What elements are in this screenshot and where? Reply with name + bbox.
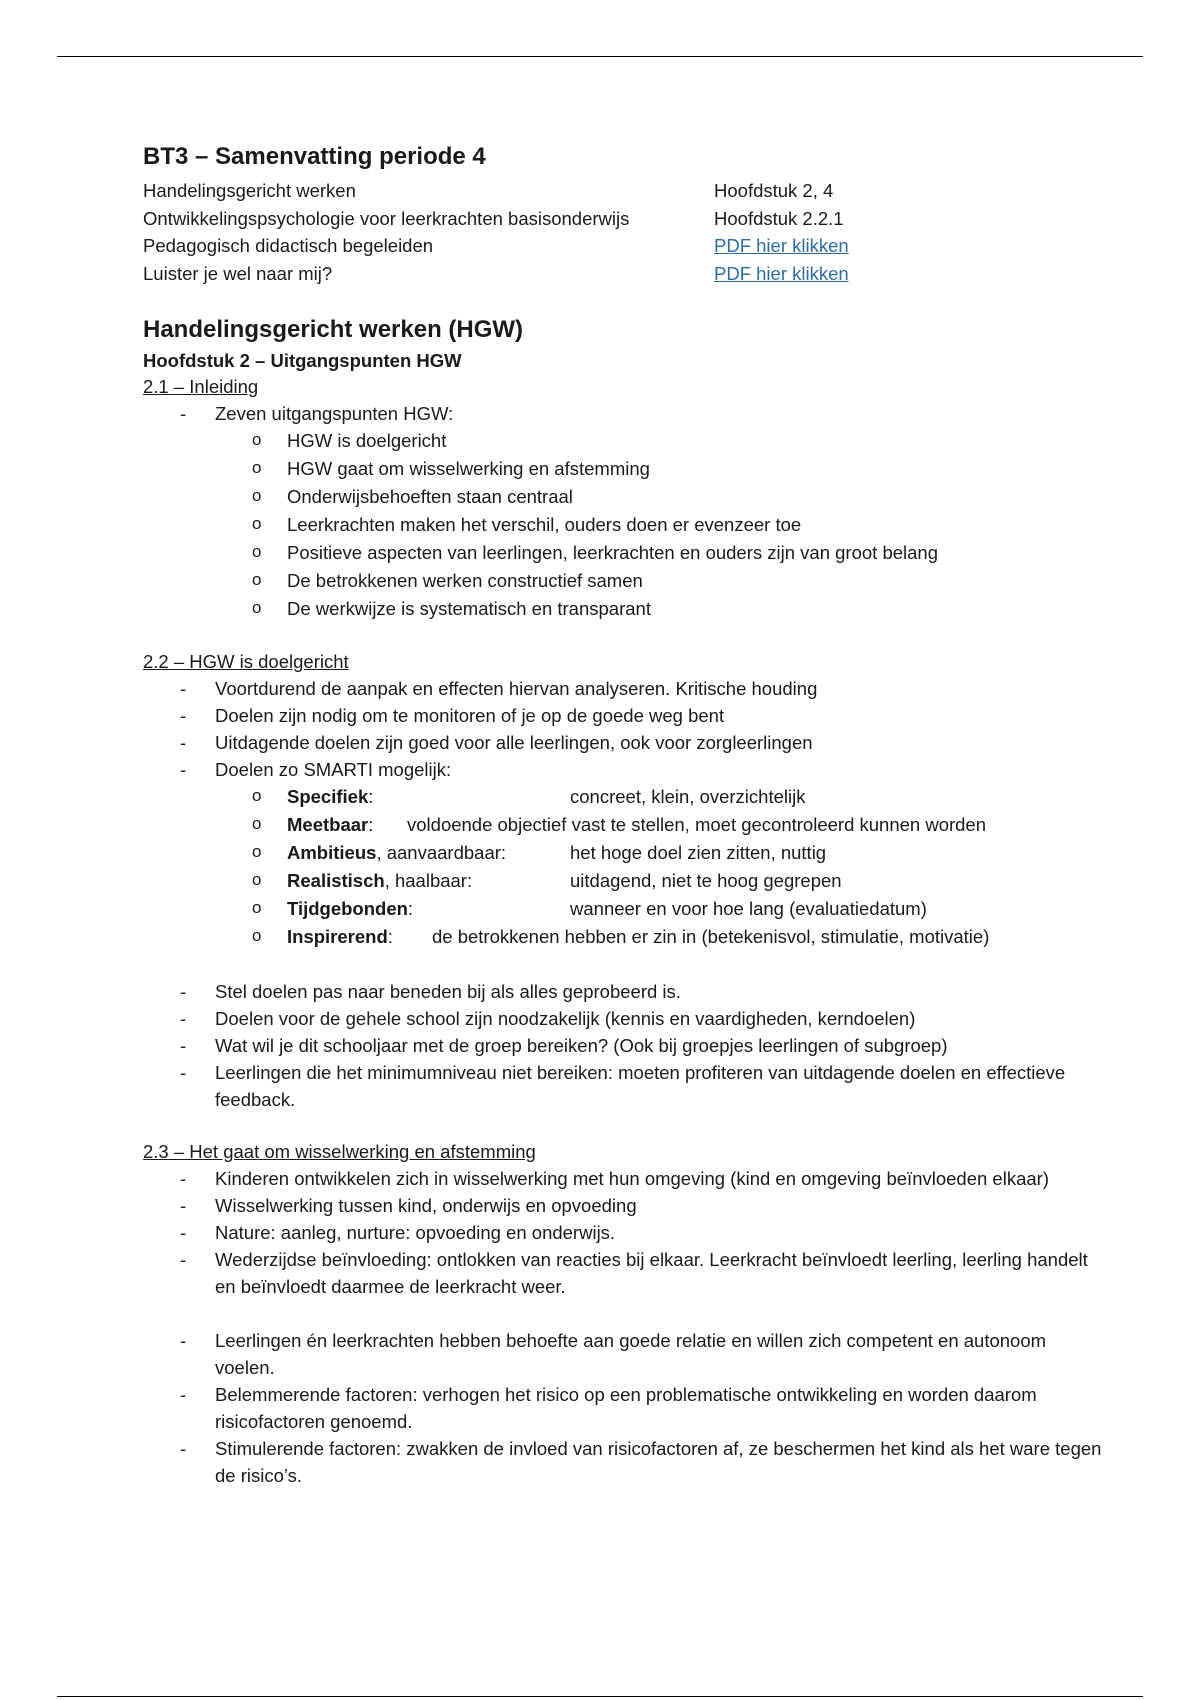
bottom-rule — [57, 1696, 1143, 1697]
section-title: Handelingsgericht werken (HGW) — [143, 316, 524, 343]
smarti-description: het hoge doel zien zitten, nuttig — [570, 842, 827, 863]
toc-row — [143, 260, 1103, 288]
list-item: - Belemmerende factoren: verhogen het risico op een problematische ontwikkeling en worden daarom risicofactoren genoemd. — [215, 1381, 1103, 1435]
list-item — [215, 756, 1103, 951]
top-rule — [57, 56, 1143, 57]
list-item: - Uitdagende doelen zijn goed voor alle leerlingen, ook voor zorgleerlingen — [215, 729, 1103, 756]
smarti-term: Realistisch — [287, 870, 385, 891]
toc-subject: Ontwikkelingspsychologie voor leerkrachten basisonderwijs — [143, 207, 630, 229]
sub-list-item: o HGW is doelgericht — [287, 427, 1103, 455]
list-item: - Stel doelen pas naar beneden bij als alles geprobeerd is. — [215, 978, 1103, 1005]
toc-row — [143, 232, 1103, 260]
toc-table — [143, 177, 1103, 287]
list-item: - Leerlingen én leerkrachten hebben behoefte aan goede relatie en willen zich competent en autonoom voelen. — [215, 1327, 1103, 1381]
toc-reference: Hoofdstuk 2.2.1 — [714, 207, 844, 229]
toc-reference: Hoofdstuk 2, 4 — [714, 180, 834, 201]
toc-subject: Handelingsgericht werken — [143, 180, 356, 201]
bullet-list — [143, 675, 1103, 951]
smarti-term-suffix: : — [368, 786, 374, 807]
list-item: - Wisselwerking tussen kind, onderwijs en opvoeding — [215, 1192, 1103, 1219]
smarti-item — [287, 923, 1103, 951]
list-item: - Kinderen ontwikkelen zich in wisselwerking met hun omgeving (kind en omgeving beïnvloeden elkaar) — [215, 1165, 1103, 1192]
smarti-description: uitdagend, niet te hoog gegrepen — [570, 870, 842, 891]
subsection-heading: 2.3 – Het gaat om wisselwerking en afstemming — [143, 1141, 536, 1162]
list-item — [215, 400, 1103, 623]
sub-list-item: o Onderwijsbehoeften staan centraal — [287, 483, 1103, 511]
smarti-item — [287, 839, 1103, 867]
smarti-term: Inspirerend — [287, 926, 388, 947]
sub-list — [215, 427, 1103, 623]
list-item-text: Doelen zo SMARTI mogelijk: — [215, 759, 452, 780]
smarti-term: Meetbaar — [287, 814, 369, 835]
list-item: - Nature: aanleg, nurture: opvoeding en onderwijs. — [215, 1219, 1103, 1246]
subsection-heading: 2.1 – Inleiding — [143, 376, 259, 397]
list-item: - Stimulerende factoren: zwakken de invloed van risicofactoren af, ze beschermen het kind als het ware tegen de risico’s. — [215, 1435, 1103, 1489]
list-item: - Doelen zijn nodig om te monitoren of je op de goede weg bent — [215, 702, 1103, 729]
bullet-list — [143, 1327, 1103, 1489]
smarti-description: concreet, klein, overzichtelijk — [570, 786, 806, 807]
bullet-list — [143, 978, 1103, 1113]
sub-list-item: o De werkwijze is systematisch en transparant — [287, 595, 1103, 623]
toc-subject: Luister je wel naar mij? — [143, 262, 333, 284]
pdf-link[interactable]: PDF hier klikken — [714, 262, 849, 284]
smarti-item — [287, 811, 1103, 839]
smarti-term: Specifiek — [287, 786, 369, 807]
sub-list-item: o De betrokkenen werken constructief samen — [287, 567, 1103, 595]
document-title: BT3 – Samenvatting periode 4 — [143, 143, 486, 170]
smarti-item — [287, 867, 1103, 895]
bullet-list — [143, 400, 1103, 623]
smarti-term: Ambitieus — [287, 842, 377, 863]
smarti-term-suffix: : — [387, 926, 393, 947]
sub-list-item: o Positieve aspecten van leerlingen, leerkrachten en ouders zijn van groot belang — [287, 539, 1103, 567]
smarti-list — [215, 783, 1103, 951]
toc-subject: Pedagogisch didactisch begeleiden — [143, 235, 434, 256]
sub-list-item: o Leerkrachten maken het verschil, ouders doen er evenzeer toe — [287, 511, 1103, 539]
smarti-description: wanneer en voor hoe lang (evaluatiedatum) — [570, 898, 927, 919]
toc-row — [143, 205, 1103, 233]
smarti-term-suffix: , aanvaardbaar: — [376, 842, 507, 863]
list-item: - Doelen voor de gehele school zijn noodzakelijk (kennis en vaardigheden, kerndoelen) — [215, 1005, 1103, 1032]
list-item-text: Zeven uitgangspunten HGW: — [215, 403, 454, 424]
smarti-term: Tijdgebonden — [287, 898, 408, 919]
smarti-term-suffix: : — [407, 898, 414, 919]
smarti-description: voldoende objectief vast te stellen, moet gecontroleerd kunnen worden — [407, 814, 987, 835]
document-body — [143, 141, 1103, 1489]
smarti-description: de betrokkenen hebben er zin in (betekenisvol, stimulatie, motivatie) — [432, 926, 990, 947]
list-item: - Wat wil je dit schooljaar met de groep bereiken? (Ook bij groepjes leerlingen of subgroep) — [215, 1032, 1103, 1059]
smarti-term-suffix: , haalbaar: — [384, 870, 473, 891]
smarti-item — [287, 783, 1103, 811]
pdf-link[interactable]: PDF hier klikken — [714, 235, 849, 256]
bullet-list — [143, 1165, 1103, 1300]
list-item: - Wederzijdse beïnvloeding: ontlokken van reacties bij elkaar. Leerkracht beïnvloedt leerling, leerling handelt en beïnvloedt daarmee de leerkracht weer. — [215, 1246, 1103, 1300]
smarti-item — [287, 895, 1103, 923]
chapter-title: Hoofdstuk 2 – Uitgangspunten HGW — [143, 350, 462, 371]
list-item: - Leerlingen die het minimumniveau niet bereiken: moeten profiteren van uitdagende doelen en effectieve feedback. — [215, 1059, 1103, 1113]
toc-row — [143, 177, 1103, 205]
subsection-heading: 2.2 – HGW is doelgericht — [143, 651, 349, 672]
list-item: - Voortdurend de aanpak en effecten hiervan analyseren. Kritische houding — [215, 675, 1103, 702]
smarti-term-suffix: : — [368, 814, 374, 835]
sub-list-item: o HGW gaat om wisselwerking en afstemming — [287, 455, 1103, 483]
